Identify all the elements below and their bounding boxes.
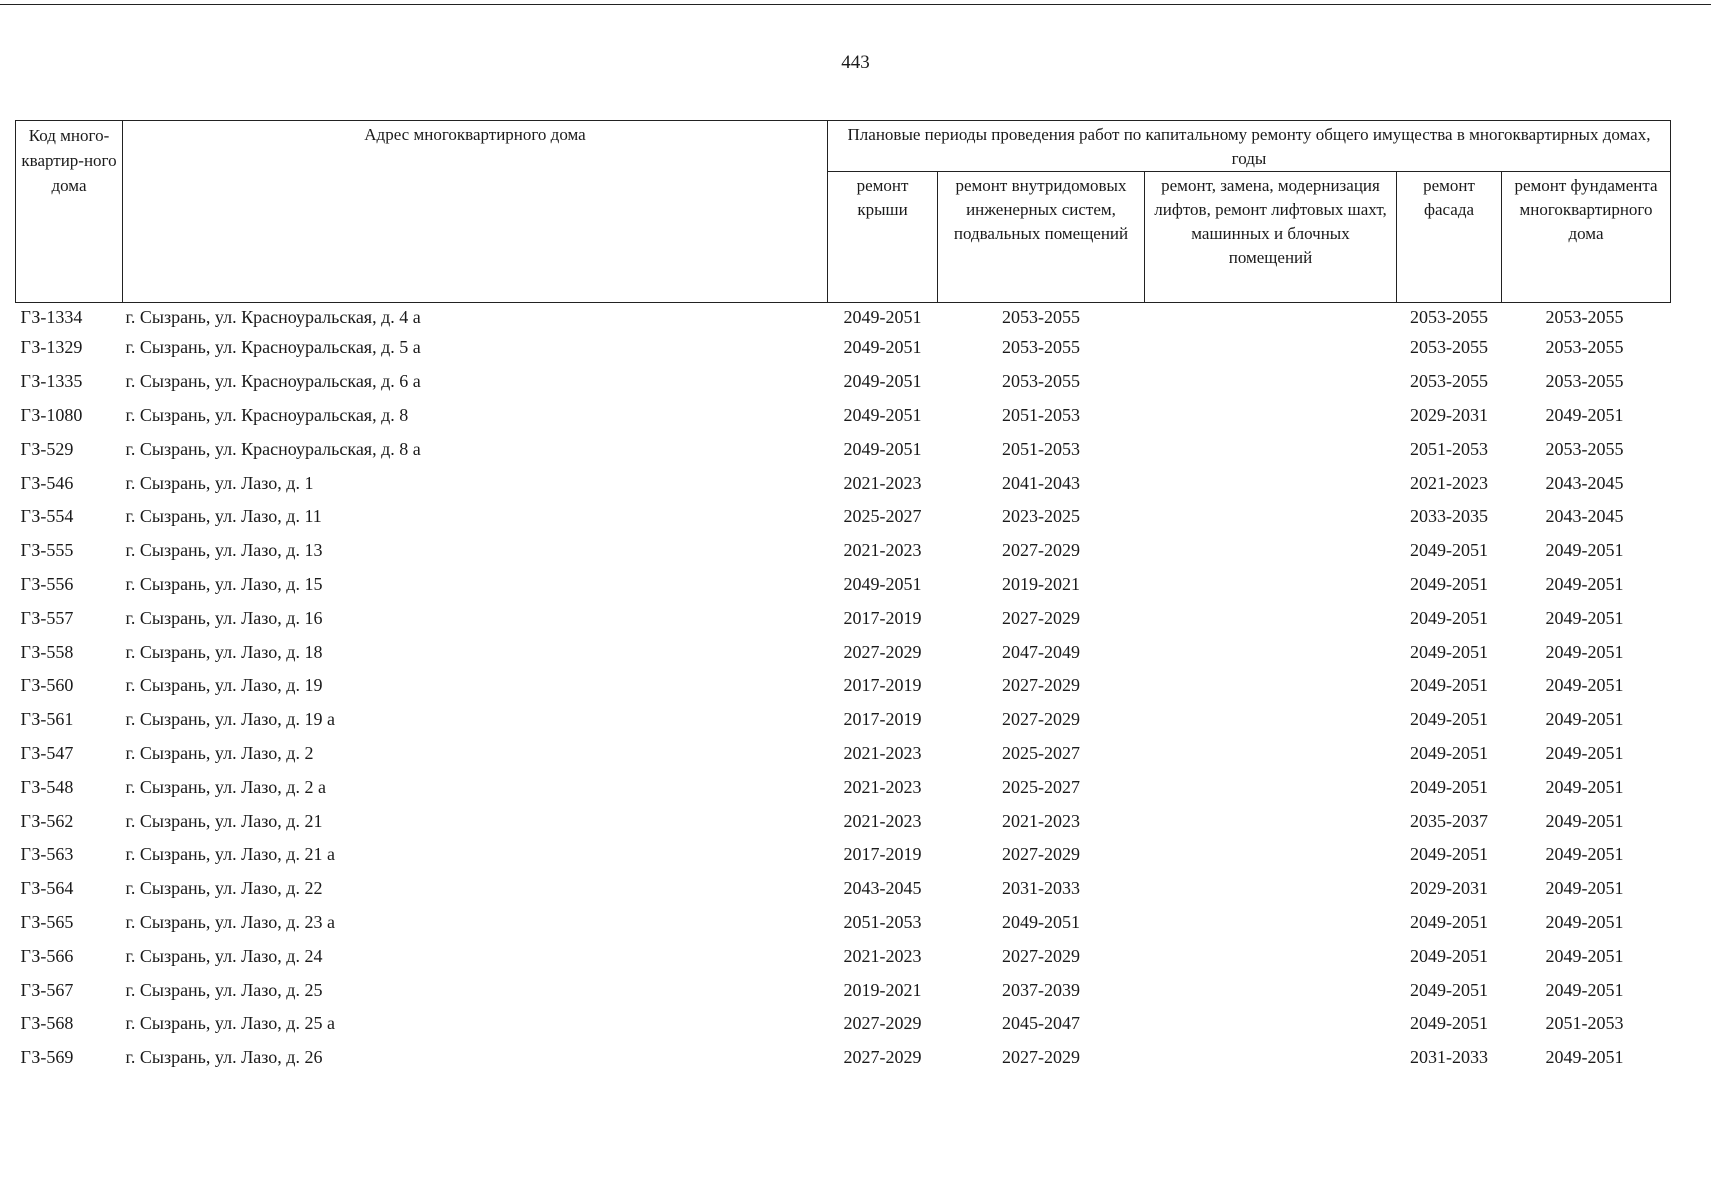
- foundation-repair-cell: 2049-2051: [1545, 675, 1624, 696]
- engineering-repair-cell: 2051-2053: [1002, 438, 1080, 459]
- roof-repair-cell: 2017-2019: [843, 709, 922, 730]
- facade-repair-cell: 2049-2051: [1410, 911, 1488, 932]
- lift-repair-cell: [1145, 669, 1397, 703]
- address-cell: г. Сызрань, ул. Лазо, д. 2: [125, 742, 314, 763]
- lift-repair-cell: [1145, 872, 1397, 906]
- foundation-repair-cell: 2049-2051: [1545, 404, 1624, 425]
- address-cell: г. Сызрань, ул. Лазо, д. 15: [125, 573, 323, 594]
- foundation-repair-cell: 2043-2045: [1545, 506, 1624, 527]
- roof-repair-cell: 2049-2051: [843, 438, 922, 459]
- house-code-cell: ГЗ-557: [20, 607, 74, 628]
- table-row: [16, 872, 1671, 906]
- header-engineering: ремонт внутридомовых инженерных систем, подвальных помещений: [938, 172, 1145, 303]
- engineering-repair-cell: 2023-2025: [1002, 506, 1080, 527]
- table-row: [16, 1041, 1671, 1075]
- header-roof: ремонт крыши: [828, 172, 938, 303]
- engineering-repair-cell: 2025-2027: [1002, 776, 1080, 797]
- lift-repair-cell: [1145, 1041, 1397, 1075]
- foundation-repair-cell: 2049-2051: [1545, 844, 1624, 865]
- roof-repair-cell: 2043-2045: [843, 878, 922, 899]
- lift-repair-cell: [1145, 399, 1397, 433]
- address-cell: г. Сызрань, ул. Красноуральская, д. 6 а: [125, 371, 421, 392]
- house-code-cell: ГЗ-554: [20, 506, 74, 527]
- house-code-cell: ГЗ-568: [20, 1013, 74, 1034]
- engineering-repair-cell: 2027-2029: [1002, 540, 1080, 561]
- table-row: [16, 500, 1671, 534]
- facade-repair-cell: 2029-2031: [1410, 878, 1488, 899]
- address-cell: г. Сызрань, ул. Лазо, д. 13: [125, 540, 323, 561]
- engineering-repair-cell: 2021-2023: [1002, 810, 1080, 831]
- facade-repair-cell: 2049-2051: [1410, 945, 1488, 966]
- lift-repair-cell: [1145, 601, 1397, 635]
- foundation-repair-cell: 2049-2051: [1545, 1047, 1624, 1068]
- address-cell: г. Сызрань, ул. Лазо, д. 19 а: [125, 709, 335, 730]
- address-cell: г. Сызрань, ул. Красноуральская, д. 8: [125, 404, 409, 425]
- lift-repair-cell: [1145, 770, 1397, 804]
- foundation-repair-cell: 2053-2055: [1545, 371, 1624, 392]
- table-row: [16, 1007, 1671, 1041]
- address-cell: г. Сызрань, ул. Лазо, д. 26: [125, 1047, 323, 1068]
- roof-repair-cell: 2025-2027: [843, 506, 922, 527]
- foundation-repair-cell: 2049-2051: [1545, 540, 1624, 561]
- roof-repair-cell: 2051-2053: [843, 911, 922, 932]
- roof-repair-cell: 2027-2029: [843, 641, 922, 662]
- house-code-cell: ГЗ-567: [20, 979, 74, 1000]
- foundation-repair-cell: 2049-2051: [1545, 742, 1624, 763]
- lift-repair-cell: [1145, 365, 1397, 399]
- house-code-cell: ГЗ-560: [20, 675, 74, 696]
- facade-repair-cell: 2049-2051: [1410, 844, 1488, 865]
- house-code-cell: ГЗ-1329: [20, 337, 83, 358]
- lift-repair-cell: [1145, 838, 1397, 872]
- address-cell: г. Сызрань, ул. Лазо, д. 25: [125, 979, 323, 1000]
- facade-repair-cell: 2049-2051: [1410, 573, 1488, 594]
- foundation-repair-cell: 2049-2051: [1545, 979, 1624, 1000]
- house-code-cell: ГЗ-565: [20, 911, 74, 932]
- facade-repair-cell: 2031-2033: [1410, 1047, 1488, 1068]
- foundation-repair-cell: 2049-2051: [1545, 911, 1624, 932]
- address-cell: г. Сызрань, ул. Лазо, д. 22: [125, 878, 323, 899]
- facade-repair-cell: 2049-2051: [1410, 540, 1488, 561]
- address-cell: г. Сызрань, ул. Лазо, д. 21 а: [125, 844, 335, 865]
- repair-schedule-table: [15, 120, 1671, 1075]
- table-row: [16, 635, 1671, 669]
- table-row: [16, 432, 1671, 466]
- facade-repair-cell: 2053-2055: [1410, 337, 1488, 358]
- table-row: [16, 601, 1671, 635]
- address-cell: г. Сызрань, ул. Лазо, д. 2 а: [125, 776, 326, 797]
- foundation-repair-cell: 2049-2051: [1545, 641, 1624, 662]
- house-code-cell: ГЗ-547: [20, 742, 74, 763]
- address-cell: г. Сызрань, ул. Красноуральская, д. 4 а: [125, 306, 421, 327]
- table-body: [16, 303, 1671, 1075]
- foundation-repair-cell: 2053-2055: [1545, 438, 1624, 459]
- address-cell: г. Сызрань, ул. Красноуральская, д. 5 а: [125, 337, 421, 358]
- address-cell: г. Сызрань, ул. Лазо, д. 18: [125, 641, 323, 662]
- house-code-cell: ГЗ-546: [20, 472, 74, 493]
- foundation-repair-cell: 2053-2055: [1545, 306, 1624, 327]
- lift-repair-cell: [1145, 1007, 1397, 1041]
- roof-repair-cell: 2021-2023: [843, 540, 922, 561]
- house-code-cell: ГЗ-556: [20, 573, 74, 594]
- roof-repair-cell: 2049-2051: [843, 371, 922, 392]
- address-cell: г. Сызрань, ул. Лазо, д. 25 а: [125, 1013, 335, 1034]
- house-code-cell: ГЗ-555: [20, 540, 74, 561]
- house-code-cell: ГЗ-558: [20, 641, 74, 662]
- address-cell: г. Сызрань, ул. Лазо, д. 1: [125, 472, 314, 493]
- lift-repair-cell: [1145, 973, 1397, 1007]
- top-rule: [0, 4, 1711, 5]
- foundation-repair-cell: 2049-2051: [1545, 776, 1624, 797]
- roof-repair-cell: 2021-2023: [843, 742, 922, 763]
- engineering-repair-cell: 2047-2049: [1002, 641, 1080, 662]
- house-code-cell: ГЗ-563: [20, 844, 74, 865]
- roof-repair-cell: 2021-2023: [843, 945, 922, 966]
- address-cell: г. Сызрань, ул. Лазо, д. 21: [125, 810, 323, 831]
- engineering-repair-cell: 2053-2055: [1002, 371, 1080, 392]
- lift-repair-cell: [1145, 500, 1397, 534]
- header-facade: ремонт фасада: [1397, 172, 1502, 303]
- table-row: [16, 838, 1671, 872]
- engineering-repair-cell: 2027-2029: [1002, 945, 1080, 966]
- foundation-repair-cell: 2043-2045: [1545, 472, 1624, 493]
- lift-repair-cell: [1145, 331, 1397, 365]
- roof-repair-cell: 2021-2023: [843, 810, 922, 831]
- table-row: [16, 906, 1671, 940]
- lift-repair-cell: [1145, 635, 1397, 669]
- engineering-repair-cell: 2053-2055: [1002, 337, 1080, 358]
- roof-repair-cell: 2021-2023: [843, 776, 922, 797]
- engineering-repair-cell: 2027-2029: [1002, 1047, 1080, 1068]
- engineering-repair-cell: 2045-2047: [1002, 1013, 1080, 1034]
- lift-repair-cell: [1145, 534, 1397, 568]
- house-code-cell: ГЗ-1080: [20, 404, 83, 425]
- lift-repair-cell: [1145, 568, 1397, 602]
- lift-repair-cell: [1145, 432, 1397, 466]
- table-row: [16, 737, 1671, 771]
- lift-repair-cell: [1145, 906, 1397, 940]
- lift-repair-cell: [1145, 804, 1397, 838]
- facade-repair-cell: 2049-2051: [1410, 607, 1488, 628]
- facade-repair-cell: 2053-2055: [1410, 371, 1488, 392]
- house-code-cell: ГЗ-562: [20, 810, 74, 831]
- engineering-repair-cell: 2027-2029: [1002, 709, 1080, 730]
- roof-repair-cell: 2017-2019: [843, 607, 922, 628]
- roof-repair-cell: 2049-2051: [843, 573, 922, 594]
- table-row: [16, 399, 1671, 433]
- roof-repair-cell: 2049-2051: [843, 404, 922, 425]
- table-row: [16, 939, 1671, 973]
- address-cell: г. Сызрань, ул. Лазо, д. 19: [125, 675, 323, 696]
- house-code-cell: ГЗ-529: [20, 438, 74, 459]
- lift-repair-cell: [1145, 737, 1397, 771]
- roof-repair-cell: 2049-2051: [843, 306, 922, 327]
- address-cell: г. Сызрань, ул. Лазо, д. 24: [125, 945, 323, 966]
- facade-repair-cell: 2049-2051: [1410, 641, 1488, 662]
- facade-repair-cell: 2021-2023: [1410, 472, 1488, 493]
- house-code-cell: ГЗ-1335: [20, 371, 83, 392]
- table-row: [16, 973, 1671, 1007]
- foundation-repair-cell: 2049-2051: [1545, 810, 1624, 831]
- table-row: [16, 669, 1671, 703]
- roof-repair-cell: 2017-2019: [843, 844, 922, 865]
- facade-repair-cell: 2035-2037: [1410, 810, 1488, 831]
- foundation-repair-cell: 2051-2053: [1545, 1013, 1624, 1034]
- address-cell: г. Сызрань, ул. Лазо, д. 11: [125, 506, 322, 527]
- foundation-repair-cell: 2049-2051: [1545, 607, 1624, 628]
- roof-repair-cell: 2049-2051: [843, 337, 922, 358]
- table-row: [16, 804, 1671, 838]
- foundation-repair-cell: 2049-2051: [1545, 945, 1624, 966]
- house-code-cell: ГЗ-569: [20, 1047, 74, 1068]
- roof-repair-cell: 2019-2021: [843, 979, 922, 1000]
- facade-repair-cell: 2029-2031: [1410, 404, 1488, 425]
- lift-repair-cell: [1145, 466, 1397, 500]
- facade-repair-cell: 2049-2051: [1410, 742, 1488, 763]
- header-address: Адрес многоквартирного дома: [123, 121, 828, 303]
- house-code-cell: ГЗ-548: [20, 776, 74, 797]
- house-code-cell: ГЗ-564: [20, 878, 74, 899]
- house-code-cell: ГЗ-1334: [20, 306, 83, 327]
- lift-repair-cell: [1145, 703, 1397, 737]
- table-row: [16, 568, 1671, 602]
- engineering-repair-cell: 2027-2029: [1002, 844, 1080, 865]
- engineering-repair-cell: 2051-2053: [1002, 404, 1080, 425]
- facade-repair-cell: 2049-2051: [1410, 776, 1488, 797]
- address-cell: г. Сызрань, ул. Лазо, д. 16: [125, 607, 323, 628]
- facade-repair-cell: 2053-2055: [1410, 306, 1488, 327]
- engineering-repair-cell: 2037-2039: [1002, 979, 1080, 1000]
- engineering-repair-cell: 2027-2029: [1002, 607, 1080, 628]
- engineering-repair-cell: 2019-2021: [1002, 573, 1080, 594]
- table-row: [16, 331, 1671, 365]
- facade-repair-cell: 2049-2051: [1410, 979, 1488, 1000]
- engineering-repair-cell: 2025-2027: [1002, 742, 1080, 763]
- roof-repair-cell: 2027-2029: [843, 1013, 922, 1034]
- facade-repair-cell: 2049-2051: [1410, 1013, 1488, 1034]
- header-lift: ремонт, замена, модернизация лифтов, ремонт лифтовых шахт, машинных и блочных помещений: [1145, 172, 1397, 303]
- engineering-repair-cell: 2031-2033: [1002, 878, 1080, 899]
- foundation-repair-cell: 2049-2051: [1545, 878, 1624, 899]
- engineering-repair-cell: 2027-2029: [1002, 675, 1080, 696]
- lift-repair-cell: [1145, 939, 1397, 973]
- house-code-cell: ГЗ-561: [20, 709, 74, 730]
- foundation-repair-cell: 2053-2055: [1545, 337, 1624, 358]
- table-row: [16, 303, 1671, 332]
- table-row: [16, 534, 1671, 568]
- header-code: Код много-квартир-ного дома: [16, 121, 123, 303]
- house-code-cell: ГЗ-566: [20, 945, 74, 966]
- roof-repair-cell: 2021-2023: [843, 472, 922, 493]
- foundation-repair-cell: 2049-2051: [1545, 573, 1624, 594]
- table-row: [16, 703, 1671, 737]
- table-row: [16, 770, 1671, 804]
- header-periods: Плановые периоды проведения работ по капитальному ремонту общего имущества в многоквартирных домах, годы: [828, 121, 1671, 172]
- table-row: [16, 466, 1671, 500]
- facade-repair-cell: 2049-2051: [1410, 675, 1488, 696]
- address-cell: г. Сызрань, ул. Лазо, д. 23 а: [125, 911, 335, 932]
- roof-repair-cell: 2027-2029: [843, 1047, 922, 1068]
- header-foundation: ремонт фундамента многоквартирного дома: [1502, 172, 1671, 303]
- engineering-repair-cell: 2049-2051: [1002, 911, 1080, 932]
- facade-repair-cell: 2049-2051: [1410, 709, 1488, 730]
- roof-repair-cell: 2017-2019: [843, 675, 922, 696]
- facade-repair-cell: 2051-2053: [1410, 438, 1488, 459]
- engineering-repair-cell: 2041-2043: [1002, 472, 1080, 493]
- table-row: [16, 365, 1671, 399]
- address-cell: г. Сызрань, ул. Красноуральская, д. 8 а: [125, 438, 421, 459]
- facade-repair-cell: 2033-2035: [1410, 506, 1488, 527]
- page-number: 443: [841, 52, 870, 73]
- lift-repair-cell: [1145, 303, 1397, 332]
- engineering-repair-cell: 2053-2055: [1002, 306, 1080, 327]
- foundation-repair-cell: 2049-2051: [1545, 709, 1624, 730]
